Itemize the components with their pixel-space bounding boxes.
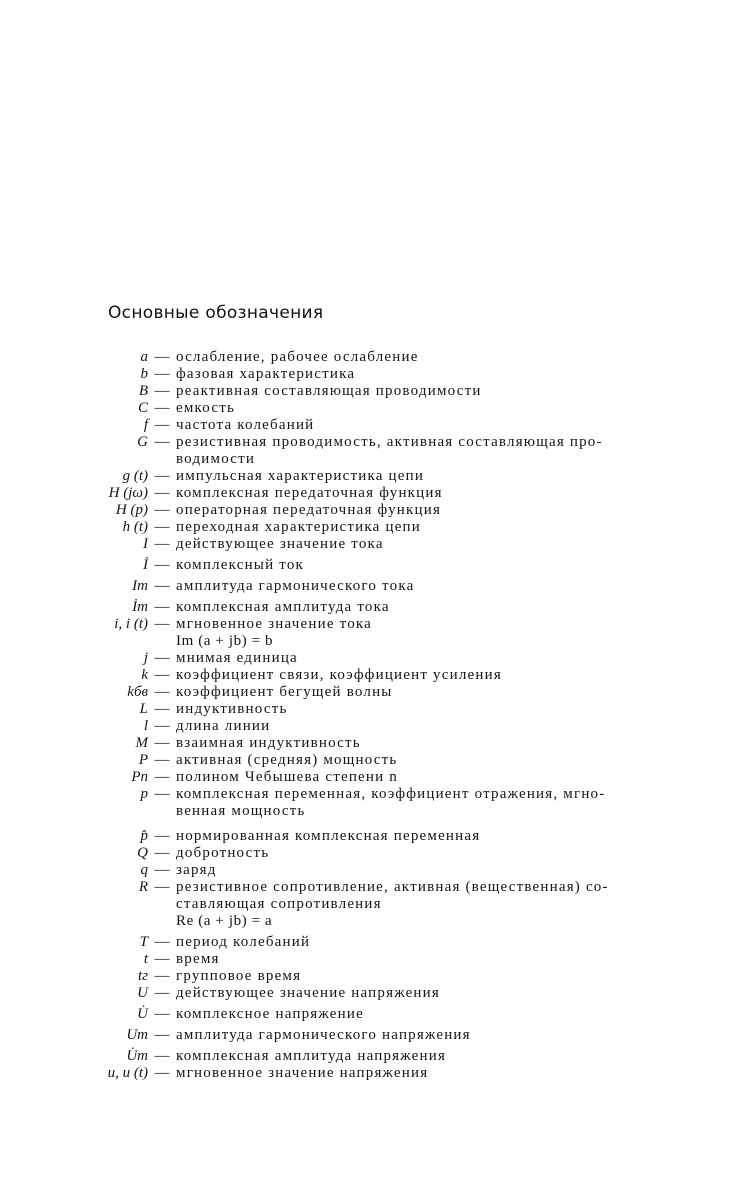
symbol: İ [143, 557, 148, 573]
definition: полином Чебышева степени n [176, 769, 399, 785]
symbol: U̇m [126, 1048, 148, 1064]
definition: комплексная амплитуда напряжения [176, 1048, 447, 1064]
list-item: t — время [0, 951, 756, 968]
list-item: G — резистивная проводимость, активная составляющая про- водимости [0, 434, 756, 468]
list-item: I — действующее значение тока [0, 536, 756, 553]
list-item: M — взаимная индуктивность [0, 735, 756, 752]
list-item: kбв — коэффициент бегущей волны [0, 684, 756, 701]
symbol: g (t) [122, 468, 148, 484]
symbol: i, i (t) [114, 616, 148, 632]
list-item: İ — комплексный ток [0, 557, 756, 574]
definition: коэффициент связи, коэффициент усиления [176, 667, 502, 683]
list-item: Um — амплитуда гармонического напряжения [0, 1027, 756, 1044]
list-item: j — мнимая единица [0, 650, 756, 667]
definition: добротность [176, 845, 270, 861]
symbol: a [140, 349, 148, 365]
list-item: U̇ — комплексное напряжение [0, 1006, 756, 1023]
definition-continuation: ставляющая сопротивления [176, 896, 382, 912]
symbol: G [137, 434, 148, 450]
list-item: g (t) — импульсная характеристика цепи [0, 468, 756, 485]
definition: коэффициент бегущей волны [176, 684, 393, 700]
list-item: C — емкость [0, 400, 756, 417]
list-item: h (t) — переходная характеристика цепи [0, 519, 756, 536]
symbol: tг [137, 968, 148, 984]
definition: мгновенное значение напряжения [176, 1065, 429, 1081]
definition: действующее значение напряжения [176, 985, 440, 1001]
symbol: I [143, 536, 148, 552]
definition: нормированная комплексная переменная [176, 828, 481, 844]
list-item: P — активная (средняя) мощность [0, 752, 756, 769]
symbol: U [137, 985, 148, 1001]
definition: комплексная амплитуда тока [176, 599, 390, 615]
list-item: H (p) — операторная передаточная функция [0, 502, 756, 519]
list-item: Pn — полином Чебышева степени n [0, 769, 756, 786]
list-item: l — длина линии [0, 718, 756, 735]
list-item: tг — групповое время [0, 968, 756, 985]
definition: комплексная переменная, коэффициент отражения, мгно- [176, 786, 606, 802]
list-item: L — индуктивность [0, 701, 756, 718]
definition: взаимная индуктивность [176, 735, 361, 751]
formula: Im (a + jb) = b [176, 633, 274, 649]
definition: активная (средняя) мощность [176, 752, 398, 768]
list-item: p — комплексная переменная, коэффициент отражения, мгно- венная мощность [0, 786, 756, 820]
definition: время [176, 951, 220, 967]
list-item: U̇m — комплексная амплитуда напряжения [0, 1048, 756, 1065]
list-item: H (jω) — комплексная передаточная функция [0, 485, 756, 502]
notation-list [0, 349, 756, 1082]
symbol: T [139, 934, 148, 950]
symbol: İm [132, 599, 148, 615]
definition: ослабление, рабочее ослабление [176, 349, 419, 365]
list-item: q — заряд [0, 862, 756, 879]
list-item: f — частота колебаний [0, 417, 756, 434]
definition: операторная передаточная функция [176, 502, 442, 518]
definition: комплексная передаточная функция [176, 485, 443, 501]
definition: индуктивность [176, 701, 288, 717]
symbol: l [143, 718, 148, 734]
definition: амплитуда гармонического тока [176, 578, 415, 594]
symbol: kбв [127, 684, 148, 700]
list-item: b — фазовая характеристика [0, 366, 756, 383]
symbol: R [138, 879, 148, 895]
definition: резистивная проводимость, активная составляющая про- [176, 434, 603, 450]
definition: резистивное сопротивление, активная (вещественная) со- [176, 879, 609, 895]
list-item: u, u (t) — мгновенное значение напряжения [0, 1065, 756, 1082]
symbol: L [139, 701, 148, 717]
definition: комплексное напряжение [176, 1006, 364, 1022]
symbol: f [143, 417, 148, 433]
list-item: a — ослабление, рабочее ослабление [0, 349, 756, 366]
symbol: Im [132, 578, 148, 594]
formula: Re (a + jb) = a [176, 913, 273, 929]
definition: мнимая единица [176, 650, 298, 666]
definition: действующее значение тока [176, 536, 384, 552]
definition-continuation: водимости [176, 451, 256, 467]
definition: мгновенное значение тока [176, 616, 373, 632]
symbol: H (p) [115, 502, 148, 518]
symbol: p [140, 786, 148, 802]
definition: амплитуда гармонического напряжения [176, 1027, 471, 1043]
symbol: C [137, 400, 148, 416]
definition: комплексный ток [176, 557, 305, 573]
list-item: B — реактивная составляющая проводимости [0, 383, 756, 400]
definition: частота колебаний [176, 417, 315, 433]
symbol: t [143, 951, 148, 967]
symbol: H (jω) [108, 485, 148, 501]
page-title: Основные обозначения [108, 303, 324, 323]
symbol: Q [137, 845, 148, 861]
symbol: b [140, 366, 148, 382]
symbol: h (t) [122, 519, 148, 535]
symbol: p̂ [140, 828, 148, 844]
symbol: M [135, 735, 148, 751]
list-item: R — резистивное сопротивление, активная (вещественная) со- ставляющая сопротивления Re (a + jb) = a [0, 879, 756, 930]
definition: емкость [176, 400, 236, 416]
symbol: Um [126, 1027, 148, 1043]
list-item: i, i (t) — мгновенное значение тока Im (a + jb) = b [0, 616, 756, 650]
list-item: U — действующее значение напряжения [0, 985, 756, 1002]
symbol: U̇ [137, 1006, 148, 1022]
definition: групповое время [176, 968, 302, 984]
symbol: k [141, 667, 148, 683]
list-item: T — период колебаний [0, 934, 756, 951]
definition: реактивная составляющая проводимости [176, 383, 482, 399]
symbol: j [143, 650, 148, 666]
list-item: Im — амплитуда гармонического тока [0, 578, 756, 595]
list-item: k — коэффициент связи, коэффициент усиления [0, 667, 756, 684]
definition: фазовая характеристика [176, 366, 356, 382]
definition-continuation: венная мощность [176, 803, 306, 819]
definition: заряд [176, 862, 217, 878]
symbol: u, u (t) [107, 1065, 148, 1081]
definition: длина линии [176, 718, 271, 734]
symbol: P [138, 752, 148, 768]
list-item: İm — комплексная амплитуда тока [0, 599, 756, 616]
definition: период колебаний [176, 934, 311, 950]
symbol: B [138, 383, 148, 399]
symbol: q [140, 862, 148, 878]
list-item: p̂ — нормированная комплексная переменная [0, 828, 756, 845]
definition: переходная характеристика цепи [176, 519, 422, 535]
definition: импульсная характеристика цепи [176, 468, 425, 484]
list-item: Q — добротность [0, 845, 756, 862]
symbol: Pn [131, 769, 148, 785]
